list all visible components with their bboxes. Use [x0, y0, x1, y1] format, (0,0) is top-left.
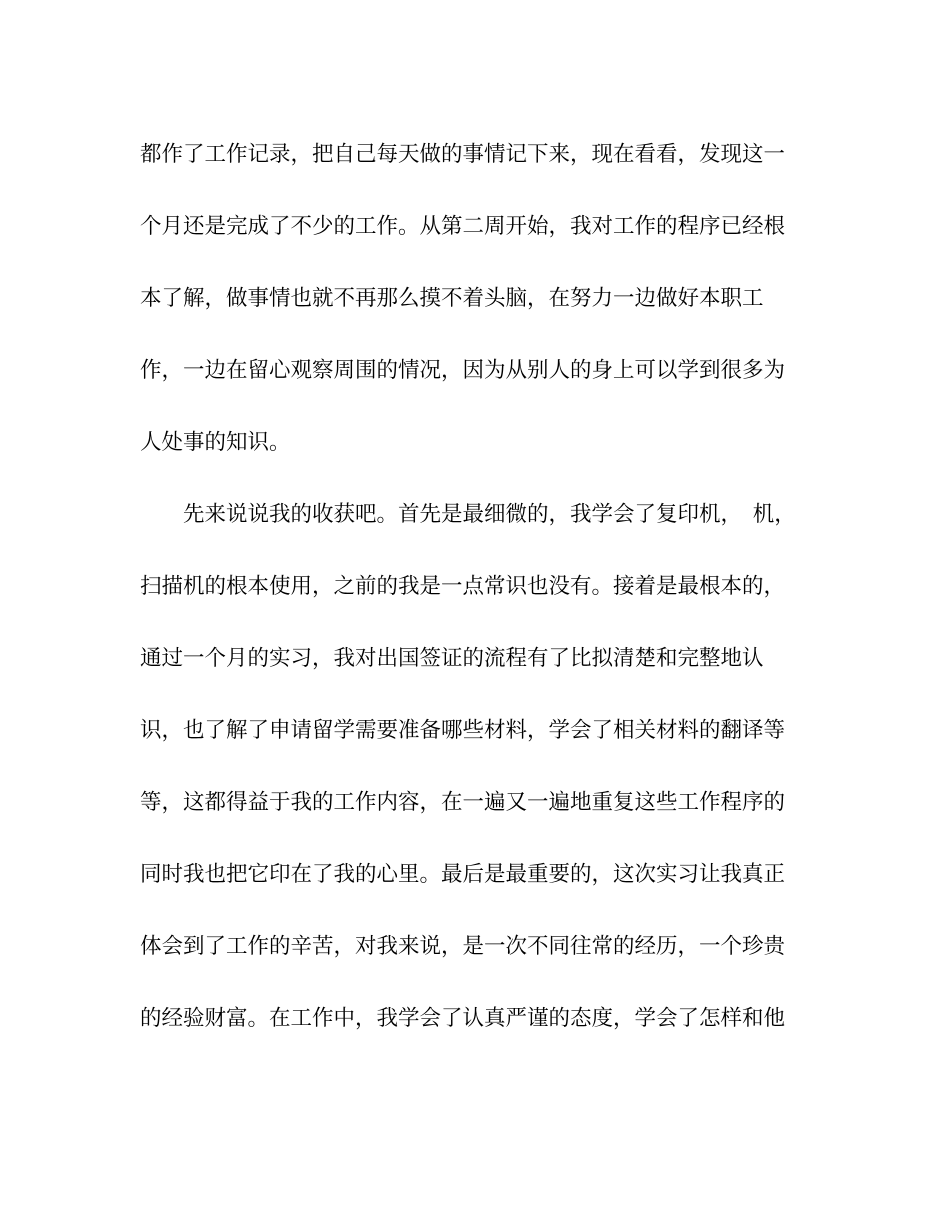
- text-line: 都作了工作记录，把自己每天做的事情记下来，现在看看，发现这一: [140, 142, 786, 167]
- text-line: 作，一边在留心观察周围的情况，因为从别人的身上可以学到很多为: [140, 358, 786, 383]
- text-line: 扫描机的根本使用，之前的我是一点常识也没有。接着是最根本的，: [140, 574, 786, 599]
- text-line: 的经验财富。在工作中，我学会了认真严谨的态度，学会了怎样和他: [140, 1006, 786, 1031]
- text-line: 识，也了解了申请留学需要准备哪些材料，学会了相关材料的翻译等: [140, 718, 786, 743]
- text-line: 个月还是完成了不少的工作。从第二周开始，我对工作的程序已经根: [140, 214, 786, 239]
- text-line: 同时我也把它印在了我的心里。最后是最重要的，这次实习让我真正: [140, 862, 786, 887]
- text-line: 人处事的知识。: [140, 430, 291, 455]
- text-line: 通过一个月的实习，我对出国签证的流程有了比拟清楚和完整地认: [140, 646, 764, 671]
- text-line: 本了解，做事情也就不再那么摸不着头脑，在努力一边做好本职工: [140, 286, 764, 311]
- text-line: 等，这都得益于我的工作内容，在一遍又一遍地重复这些工作程序的: [140, 790, 786, 815]
- paragraph-first-line: 先来说说我的收获吧。首先是最细微的，我学会了复印机， 机，: [183, 502, 796, 527]
- text-line: 体会到了工作的辛苦，对我来说，是一次不同往常的经历，一个珍贵: [140, 934, 786, 959]
